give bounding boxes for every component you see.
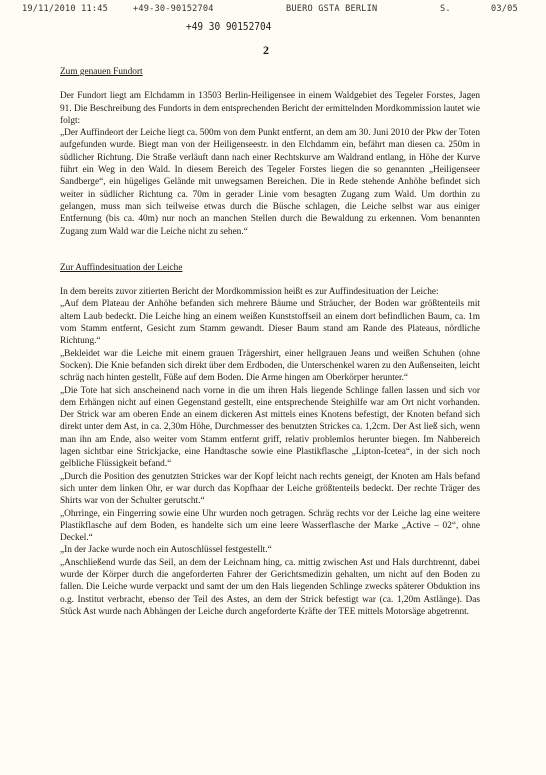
section-heading-fundort: Zum genauen Fundort bbox=[60, 67, 143, 77]
handwritten-phone: +49 30 90152704 bbox=[186, 21, 272, 33]
fax-date-time: 19/11/2010 11:45 bbox=[22, 4, 108, 14]
quote-paragraph: „Bekleidet war die Leiche mit einem grauen Trägershirt, einer hellgrauen Jeans und weißen Schuhen (ohne Socken). Die Knie befanden sich direkt über dem Erdboden, die Unterschenkel waren zu den Außenseiten, leicht schräg nach hinten gestellt, Füße auf dem Boden. Die Arme hingen am Oberkörper herunter.“ bbox=[60, 348, 480, 384]
paragraph: In dem bereits zuvor zitierten Bericht der Mordkommission heißt es zur Auffindesituation der Leiche: bbox=[60, 287, 439, 298]
fax-page: 03/05 bbox=[491, 4, 518, 14]
section-heading-auffindesituation: Zur Auffindesituation der Leiche bbox=[60, 262, 183, 273]
document-body bbox=[60, 66, 480, 618]
fax-phone: +49-30-90152704 bbox=[133, 4, 214, 14]
fax-sender: BUERO GSTA BERLIN bbox=[286, 4, 378, 14]
quote-paragraph: „Durch die Position des genutzten Strickes war der Kopf leicht nach rechts geneigt, der Knoten am Hals befand sich unter dem linken Ohr, er war durch das Kopfhaar der Leiche größtenteils bedeckt. Der rechte Träger des Shirts war von der Schulter gerutscht.“ bbox=[60, 471, 480, 507]
paragraph: Der Fundort liegt am Elchdamm in 13503 Berlin-Heiligensee in einem Waldgebiet des Tegeler Forstes, Jagen 91. Die Beschreibung des Fundorts in dem entsprechenden Bericht der ermittelnden Mordkommission lautet wie folgt: bbox=[60, 91, 480, 126]
quote-paragraph: „Der Auffindeort der Leiche liegt ca. 500m von dem Punkt entfernt, an dem am 30. Juni 2010 der Pkw der Toten aufgefunden wurde. Biegt man von der Heiligenseestr. in den Elchdamm ein, befährt man diesen ca. 250m in südlicher Richtung. Die Straße verläuft dann nach einer Rechtskurve am Waldrand entlang, in Höhe der Kurve führt ein Weg in den Wald. In diesem Bereich des Tegeler Forstes liegen die so genannten „Heiligenseer Sandberge“, ein hügeliges Gelände mit unwegsamen Bereichen. Die in Rede stehende Anhöhe befindet sich weiter in südlicher Richtung ca. 70m in gerader Linie vom besagten Zugang zum Wald. Um dorthin zu gelangen, muss man sich teilweise etwas durch die Büsche schlagen, die Leiche selbst war aus einiger Entfernung (bis ca. 40m) nur noch an manchen Stellen durch die Bewaldung zu erkennen. Vom benannten Zugang zum Wald war die Leiche nicht zu sehen.“ bbox=[60, 128, 480, 237]
quote-paragraph: „In der Jacke wurde noch ein Autoschlüssel festgestellt.“ bbox=[60, 545, 272, 556]
page-number: 2 bbox=[263, 43, 269, 57]
quote-paragraph: „Ohrringe, ein Fingerring sowie eine Uhr wurden noch getragen. Schräg rechts vor der Leiche lag eine weitere Plastikflasche auf dem Boden, es handelte sich um eine leere Wasserflasche der Marke „Active – 02“, ohne Deckel.“ bbox=[60, 508, 480, 544]
quote-paragraph: „Die Tote hat sich anscheinend nach vorne in die um ihren Hals liegende Schlinge fallen lassen und sich vor dem Erhängen nicht auf einen Gegenstand gestellt, eine entsprechende Steighilfe war am Ort nicht vorhanden. Der Strick war am oberen Ende an einem dickeren Ast mittels eines Knotens befestigt, der Knoten befand sich direkt unter dem Ast, in ca. 2,30m Höhe, Durchmesser des benutzten Strickes ca. 1,2cm. Der Ast ließ sich, wenn man ihn am Ende, also weiter vom Stamm entfernt griff, relativ problemlos herunter biegen. Im Nahbereich lagen sichtbar eine Strickjacke, eine Handtasche sowie eine Plastikflasche „Lipton-Icetea“, in der sich noch gelbliche Flüssigkeit befand.“ bbox=[60, 385, 480, 470]
fax-header bbox=[0, 4, 546, 16]
quote-paragraph: „Auf dem Plateau der Anhöhe befanden sich mehrere Bäume und Sträucher, der Boden war größtenteils mit altem Laub bedeckt. Die Leiche hing an einem weißen Kunststoffseil an einem dort befindlichen Baum, ca. 1m vom Stamm entfernt, Gesicht zum Stamm gewandt. Dieser Baum stand am Rande des Plateaus, nördliche Richtung.“ bbox=[60, 299, 480, 347]
quote-paragraph: „Anschließend wurde das Seil, an dem der Leichnam hing, ca. mittig zwischen Ast und Hals durchtrennt, dabei wurde der Körper durch die angeforderten Fahrer der Gerichtsmedizin gehalten, um nicht auf den Boden zu fallen. Die Leiche wurde verpackt und samt der um den Hals liegenden Schlinge zwecks späterer Obduktion ins o.g. Institut verbracht, ebenso der Teil des Astes, an dem der Strick befestigt war (ca. 1,20m Astlänge). Das Stück Ast wurde nach Abhängen der Leiche durch angeforderte Kräfte der TEE mittels Motorsäge abgetrennt. bbox=[60, 557, 480, 617]
fax-page-label: S. bbox=[440, 4, 451, 14]
